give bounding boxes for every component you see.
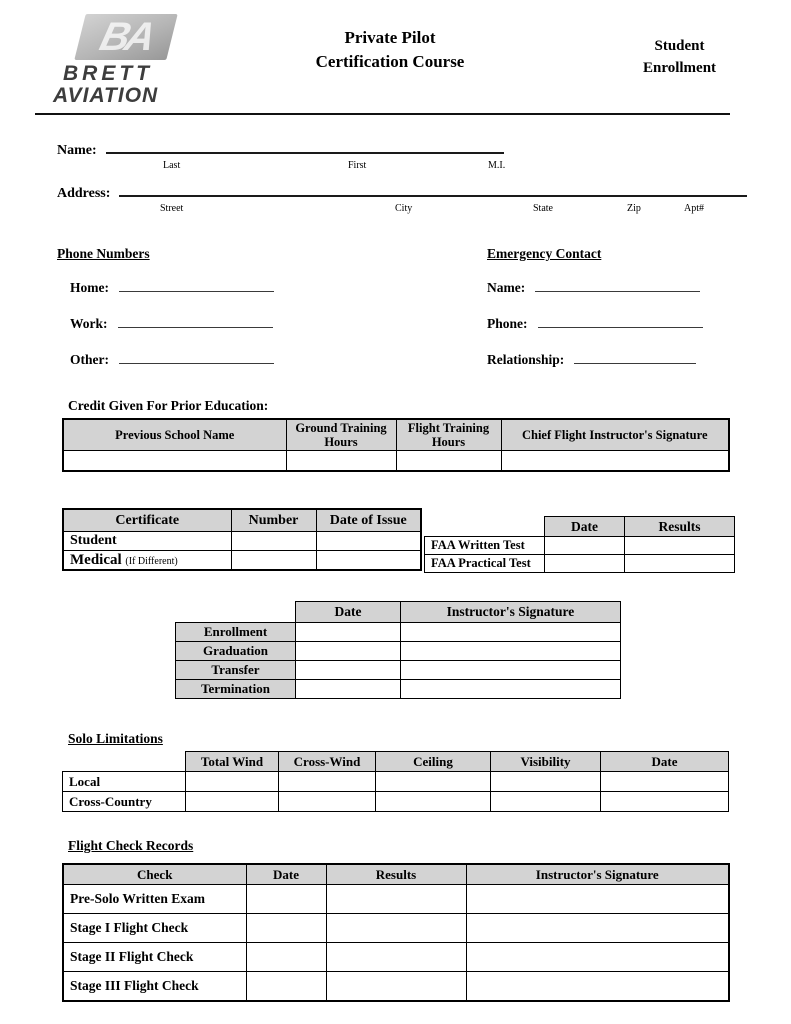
table-header-row bbox=[63, 419, 729, 451]
table-header-row bbox=[63, 752, 729, 772]
work-phone-line[interactable] bbox=[118, 315, 273, 328]
student-number-cell[interactable] bbox=[231, 532, 316, 551]
col-date: Date bbox=[545, 517, 625, 537]
corner-spacer bbox=[425, 517, 545, 537]
cc-total-wind-cell[interactable] bbox=[186, 792, 279, 812]
table-row bbox=[63, 532, 421, 551]
enrollment-date-cell[interactable] bbox=[296, 623, 401, 642]
emergency-name-line[interactable] bbox=[535, 279, 700, 292]
cfi-signature-cell[interactable] bbox=[501, 451, 729, 472]
logo-name-aviation: AVIATION bbox=[53, 83, 159, 107]
cc-date-cell[interactable] bbox=[601, 792, 729, 812]
stage-1-signature-cell[interactable] bbox=[466, 914, 729, 943]
col-visibility: Visibility bbox=[491, 752, 601, 772]
stage-3-flight-check-label: Stage III Flight Check bbox=[63, 972, 246, 1002]
enrollment-signature-cell[interactable] bbox=[401, 623, 621, 642]
table-row bbox=[176, 623, 621, 642]
col-date-of-issue: Date of Issue bbox=[316, 509, 421, 532]
col-cfi-signature: Chief Flight Instructor's Signature bbox=[501, 419, 729, 451]
emergency-relationship-label: Relationship: bbox=[487, 352, 565, 367]
medical-number-cell[interactable] bbox=[231, 551, 316, 571]
col-ceiling: Ceiling bbox=[376, 752, 491, 772]
solo-limitations-heading: Solo Limitations bbox=[68, 731, 163, 746]
address-sublabels bbox=[57, 202, 791, 216]
faa-tests-table bbox=[424, 516, 735, 573]
page-title bbox=[250, 26, 530, 74]
enrollment-label: Enrollment bbox=[176, 623, 296, 642]
corner-spacer bbox=[176, 602, 296, 623]
stage-2-flight-check-label: Stage II Flight Check bbox=[63, 943, 246, 972]
address-sublabel-apt: Apt# bbox=[684, 203, 704, 214]
table-row bbox=[176, 642, 621, 661]
name-sublabel-first: First bbox=[348, 160, 367, 171]
student-date-cell[interactable] bbox=[316, 532, 421, 551]
faa-written-results-cell[interactable] bbox=[625, 537, 735, 555]
table-header-row bbox=[176, 602, 621, 623]
table-row bbox=[63, 943, 729, 972]
pre-solo-date-cell[interactable] bbox=[246, 885, 326, 914]
faa-practical-test-label: FAA Practical Test bbox=[425, 555, 545, 573]
table-row bbox=[63, 772, 729, 792]
address-sublabel-street: Street bbox=[160, 203, 184, 214]
cc-cross-wind-cell[interactable] bbox=[279, 792, 376, 812]
phone-numbers-heading: Phone Numbers bbox=[57, 246, 150, 261]
address-label: Address: bbox=[57, 186, 111, 201]
home-phone-line[interactable] bbox=[119, 279, 274, 292]
faa-written-date-cell[interactable] bbox=[545, 537, 625, 555]
form-header bbox=[0, 0, 791, 113]
subtitle-line-2: Enrollment bbox=[642, 59, 717, 76]
col-date: Date bbox=[246, 864, 326, 885]
stage-1-flight-check-label: Stage I Flight Check bbox=[63, 914, 246, 943]
cross-country-label: Cross-Country bbox=[63, 792, 186, 812]
table-row bbox=[63, 885, 729, 914]
subtitle-line-1: Student bbox=[654, 38, 705, 54]
stage-3-signature-cell[interactable] bbox=[466, 972, 729, 1002]
title-line-1: Private Pilot bbox=[344, 28, 436, 47]
local-visibility-cell[interactable] bbox=[491, 772, 601, 792]
graduation-signature-cell[interactable] bbox=[401, 642, 621, 661]
name-sublabel-mi: M.I. bbox=[488, 160, 506, 171]
col-check: Check bbox=[63, 864, 246, 885]
name-sublabel-last: Last bbox=[163, 160, 181, 171]
transfer-date-cell[interactable] bbox=[296, 661, 401, 680]
emergency-contact-heading: Emergency Contact bbox=[487, 246, 602, 261]
table-header-row bbox=[63, 509, 421, 532]
table-row bbox=[425, 537, 735, 555]
name-input-line[interactable] bbox=[106, 139, 504, 154]
home-phone-label: Home: bbox=[70, 280, 109, 295]
col-total-wind: Total Wind bbox=[186, 752, 279, 772]
faa-practical-results-cell[interactable] bbox=[625, 555, 735, 573]
pre-solo-results-cell[interactable] bbox=[326, 885, 466, 914]
address-input-line[interactable] bbox=[119, 182, 747, 197]
medical-date-cell[interactable] bbox=[316, 551, 421, 571]
graduation-label: Graduation bbox=[176, 642, 296, 661]
prior-education-heading: Credit Given For Prior Education: bbox=[68, 398, 269, 413]
emergency-relationship-line[interactable] bbox=[574, 351, 696, 364]
address-sublabel-state: State bbox=[533, 203, 553, 214]
certificate-table bbox=[62, 508, 422, 571]
col-date: Date bbox=[296, 602, 401, 623]
faa-written-test-label: FAA Written Test bbox=[425, 537, 545, 555]
contact-section bbox=[57, 246, 791, 387]
pre-solo-signature-cell[interactable] bbox=[466, 885, 729, 914]
col-previous-school: Previous School Name bbox=[63, 419, 286, 451]
ground-hours-cell[interactable] bbox=[286, 451, 396, 472]
medical-certificate-label: Medical (If Different) bbox=[63, 551, 231, 571]
address-sublabel-zip: Zip bbox=[627, 203, 641, 214]
cc-visibility-cell[interactable] bbox=[491, 792, 601, 812]
flight-check-records-table bbox=[62, 863, 730, 1002]
form-type-label bbox=[612, 36, 747, 80]
emergency-phone-label: Phone: bbox=[487, 316, 528, 331]
table-row bbox=[176, 680, 621, 699]
other-phone-line[interactable] bbox=[119, 351, 274, 364]
corner-spacer bbox=[63, 752, 186, 772]
medical-note: (If Different) bbox=[125, 555, 178, 567]
pre-solo-written-exam-label: Pre-Solo Written Exam bbox=[63, 885, 246, 914]
prior-education-table bbox=[62, 418, 730, 472]
table-row bbox=[63, 792, 729, 812]
local-date-cell[interactable] bbox=[601, 772, 729, 792]
stage-2-results-cell[interactable] bbox=[326, 943, 466, 972]
name-label: Name: bbox=[57, 143, 97, 158]
school-name-cell[interactable] bbox=[63, 451, 286, 472]
col-date: Date bbox=[601, 752, 729, 772]
graduation-date-cell[interactable] bbox=[296, 642, 401, 661]
flight-hours-cell[interactable] bbox=[396, 451, 501, 472]
transfer-signature-cell[interactable] bbox=[401, 661, 621, 680]
col-instructor-signature: Instructor's Signature bbox=[401, 602, 621, 623]
stage-1-results-cell[interactable] bbox=[326, 914, 466, 943]
stage-1-date-cell[interactable] bbox=[246, 914, 326, 943]
local-total-wind-cell[interactable] bbox=[186, 772, 279, 792]
col-results: Results bbox=[625, 517, 735, 537]
col-results: Results bbox=[326, 864, 466, 885]
student-certificate-label: Student bbox=[63, 532, 231, 551]
work-phone-label: Work: bbox=[70, 316, 108, 331]
emergency-name-label: Name: bbox=[487, 280, 526, 295]
col-certificate: Certificate bbox=[63, 509, 231, 532]
ba-monogram-icon bbox=[74, 14, 177, 60]
col-flight-hours: Flight Training Hours bbox=[396, 419, 501, 451]
identity-section bbox=[57, 139, 791, 216]
stage-2-date-cell[interactable] bbox=[246, 943, 326, 972]
col-ground-hours: Ground Training Hours bbox=[286, 419, 396, 451]
table-row bbox=[63, 972, 729, 1002]
flight-check-records-heading: Flight Check Records bbox=[68, 838, 194, 853]
table-row bbox=[425, 555, 735, 573]
ba-monogram-text: BA bbox=[95, 15, 157, 59]
transfer-label: Transfer bbox=[176, 661, 296, 680]
stage-3-date-cell[interactable] bbox=[246, 972, 326, 1002]
emergency-contact-column bbox=[487, 246, 791, 387]
table-row bbox=[63, 451, 729, 472]
termination-date-cell[interactable] bbox=[296, 680, 401, 699]
table-row bbox=[176, 661, 621, 680]
local-ceiling-cell[interactable] bbox=[376, 772, 491, 792]
stage-2-signature-cell[interactable] bbox=[466, 943, 729, 972]
logo-name-brett: BRETT bbox=[63, 62, 153, 85]
brett-aviation-logo bbox=[50, 14, 240, 106]
local-cross-wind-cell[interactable] bbox=[279, 772, 376, 792]
faa-practical-date-cell[interactable] bbox=[545, 555, 625, 573]
table-row bbox=[63, 914, 729, 943]
termination-label: Termination bbox=[176, 680, 296, 699]
table-header-row bbox=[425, 517, 735, 537]
milestones-table bbox=[175, 601, 621, 699]
title-line-2: Certification Course bbox=[315, 51, 465, 71]
cc-ceiling-cell[interactable] bbox=[376, 792, 491, 812]
header-divider bbox=[35, 113, 730, 115]
other-phone-label: Other: bbox=[70, 352, 109, 367]
table-row bbox=[63, 551, 421, 571]
termination-signature-cell[interactable] bbox=[401, 680, 621, 699]
table-header-row bbox=[63, 864, 729, 885]
address-sublabel-city: City bbox=[395, 203, 413, 214]
solo-limitations-table bbox=[62, 751, 729, 812]
emergency-phone-line[interactable] bbox=[538, 315, 703, 328]
stage-3-results-cell[interactable] bbox=[326, 972, 466, 1002]
name-sublabels bbox=[57, 159, 791, 173]
col-instructor-signature: Instructor's Signature bbox=[466, 864, 729, 885]
col-cross-wind: Cross-Wind bbox=[279, 752, 376, 772]
col-number: Number bbox=[231, 509, 316, 532]
phone-numbers-column bbox=[57, 246, 487, 387]
certificate-faa-row bbox=[62, 508, 735, 573]
local-label: Local bbox=[63, 772, 186, 792]
